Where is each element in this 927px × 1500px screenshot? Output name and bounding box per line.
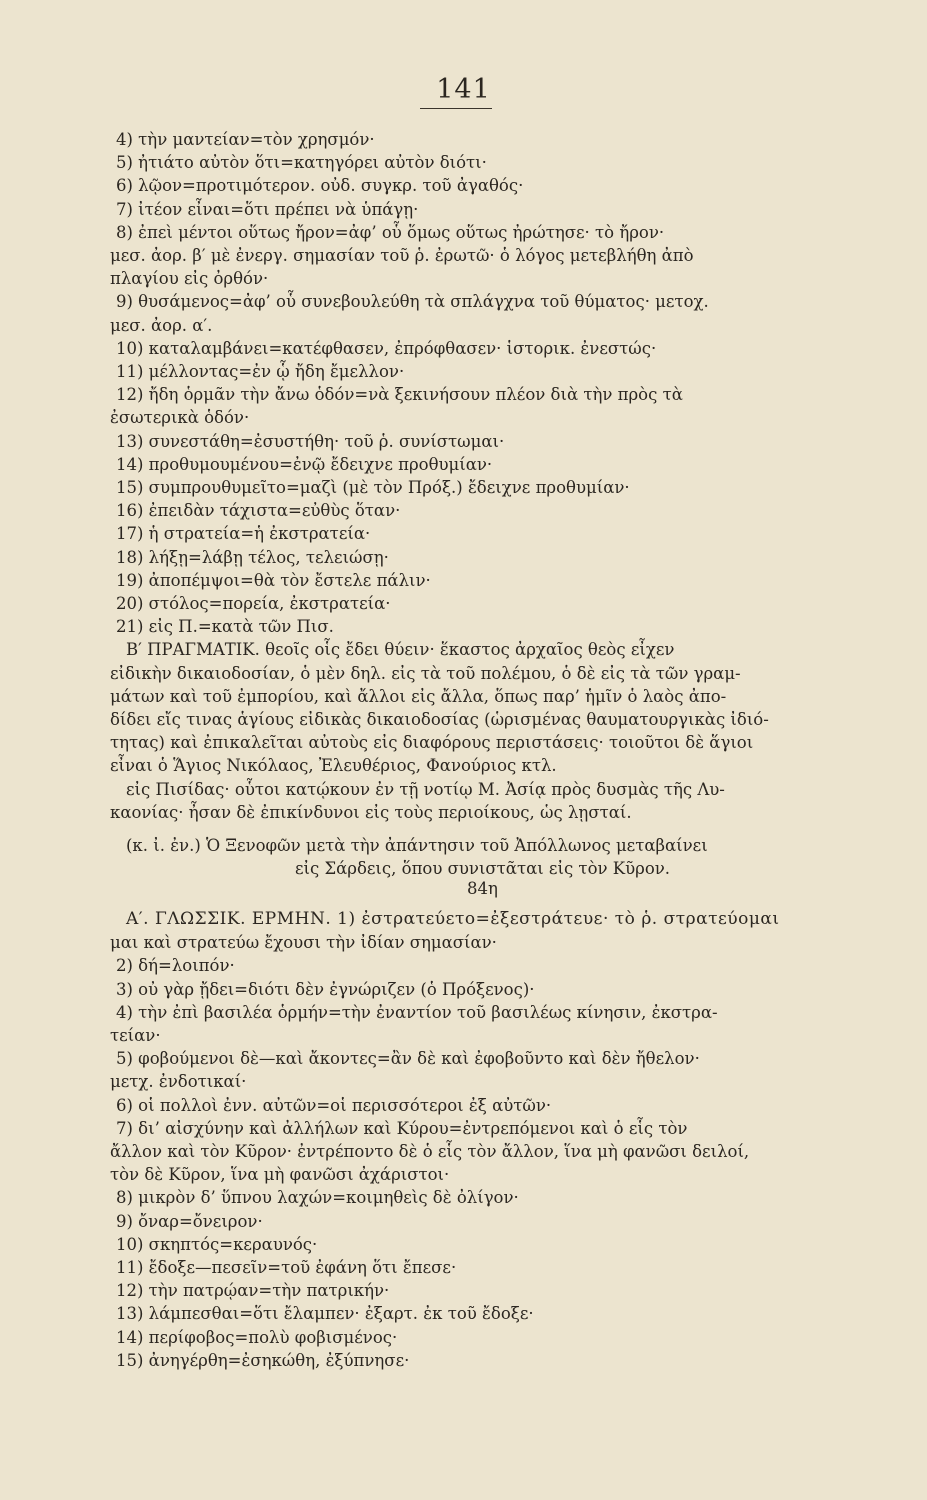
gloss2-line-10: 10) σκηπτός=κεραυνός· bbox=[116, 1234, 318, 1254]
pisidians-line-2: καονίας· ἦσαν δὲ ἐπικίνδυνοι εἰς τοὺς περιοίκους, ὡς λῃσταί. bbox=[110, 802, 632, 822]
gloss2-line-2: 2) δή=λοιπόν· bbox=[116, 956, 235, 976]
gloss-line-21: 21) εἰς Π.=κατὰ τῶν Πισ. bbox=[116, 617, 334, 637]
gloss-line-11: 11) μέλλοντας=ἐν ᾧ ἤδη ἔμελλον· bbox=[116, 362, 405, 382]
commentary-section-2 bbox=[110, 862, 855, 1372]
gloss-line-12-cont: ἐσωτερικὰ ὁδόν· bbox=[110, 408, 250, 428]
gloss-line-17: 17) ἡ στρατεία=ἡ ἐκστρατεία· bbox=[116, 524, 371, 544]
gloss-line-10: 10) καταλαμβάνει=κατέφθασεν, ἐπρόφθασεν· ἱστορικ. ἐνεστώς· bbox=[116, 338, 657, 358]
gloss2-line-6: 6) οἱ πολλοὶ ἐνν. αὐτῶν=οἱ περισσότεροι ἐξ αὐτῶν· bbox=[116, 1095, 552, 1115]
page-number: 141 bbox=[436, 74, 491, 105]
gloss2-line-5-cont: μετχ. ἐνδοτικαί· bbox=[110, 1072, 247, 1092]
gloss2-line-7-cont: ἄλλον καὶ τὸν Κῦρον· ἐντρέποντο δὲ ὁ εἷς τὸν ἄλλον, ἵνα μὴ φανῶσι δειλοί, bbox=[110, 1142, 750, 1162]
gloss2-line-4: 4) τὴν ἐπὶ βασιλέα ὁρμήν=τὴν ἐναντίον τοῦ βασιλέως κίνησιν, ἐκστρα- bbox=[116, 1002, 718, 1022]
gloss2-line-3: 3) οὐ γὰρ ᾔδει=διότι δὲν ἐγνώριζεν (ὁ Πρόξενος)· bbox=[116, 979, 535, 999]
gloss2-line-15: 15) ἀνηγέρθη=ἐσηκώθη, ἐξύπνησε· bbox=[116, 1350, 410, 1370]
pragmatic-line-3: μάτων καὶ τοῦ ἐμπορίου, καὶ ἄλλοι εἰς ἄλλα, ὅπως παρ’ ἡμῖν ὁ λαὸς ἀπο- bbox=[110, 686, 727, 706]
gloss-line-20: 20) στόλος=πορεία, ἐκστρατεία· bbox=[116, 594, 391, 614]
gloss2-line-13: 13) λάμπεσθαι=ὅτι ἔλαμπεν· ἐξαρτ. ἐκ τοῦ ἔδοξε· bbox=[116, 1304, 534, 1324]
page-number-rule bbox=[420, 108, 492, 109]
pragmatic-line-6: εἶναι ὁ Ἅγιος Νικόλαος, Ἐλευθέριος, Φανούριος κτλ. bbox=[110, 756, 557, 776]
gloss2-line-14: 14) περίφοβος=πολὺ φοβισμένος· bbox=[116, 1327, 398, 1347]
pragmatic-line-5: τητας) καὶ ἐπικαλεῖται αὐτοὺς εἰς διαφόρους περιστάσεις· τοιοῦτοι δὲ ἅγιοι bbox=[110, 733, 754, 753]
gloss-line-5: 5) ἠτιάτο αὐτὸν ὅτι=κατηγόρει αὐτὸν διότι· bbox=[116, 153, 487, 173]
gloss2-line-9: 9) ὄναρ=ὄνειρον· bbox=[116, 1211, 263, 1231]
gloss-line-4: 4) τὴν μαντείαν=τὸν χρησμόν· bbox=[116, 130, 375, 149]
gloss2-line-11: 11) ἔδοξε—πεσεῖν=τοῦ ἐφάνη ὅτι ἔπεσε· bbox=[116, 1258, 457, 1278]
gloss2-line-5: 5) φοβούμενοι δὲ—καὶ ἄκοντες=ἂν δὲ καὶ ἐφοβοῦντο καὶ δὲν ἤθελον· bbox=[116, 1049, 700, 1069]
pragmatic-line-2: εἰδικὴν δικαιοδοσίαν, ὁ μὲν δηλ. εἰς τὰ τοῦ πολέμου, ὁ δὲ εἰς τὰ τῶν γραμ- bbox=[110, 663, 741, 683]
gloss-line-12: 12) ἤδη ὁρμᾶν τὴν ἄνω ὁδόν=νὰ ξεκινήσουν πλέον διὰ τὴν πρὸς τὰ bbox=[116, 385, 683, 405]
commentary-section-1 bbox=[110, 128, 855, 881]
pisidians-line-1: εἰς Πισίδας· οὗτοι κατῴκουν ἐν τῇ νοτίῳ Μ. Ἀσίᾳ πρὸς δυσμὰς τῆς Λυ- bbox=[126, 779, 725, 799]
summary-line-2: εἰς Σάρδεις, ὅπου συνιστᾶται εἰς τὸν Κῦρον. bbox=[294, 859, 671, 879]
summary-line-1: (κ. ἰ. ἐν.) Ὁ Ξενοφῶν μετὰ τὴν ἀπάντησιν τοῦ Ἀπόλλωνος μεταβαίνει bbox=[126, 836, 708, 856]
gloss-line-8-cont2: πλαγίου εἰς ὀρθόν· bbox=[110, 269, 269, 289]
gloss-line-9: 9) θυσάμενος=ἀφ’ οὗ συνεβουλεύθη τὰ σπλάγχνα τοῦ θύματος· μετοχ. bbox=[116, 292, 709, 312]
pragmatic-heading-line: Β′ ΠΡΑΓΜΑΤΙΚ. θεοῖς οἷς ἔδει θύειν· ἕκαστος ἀρχαῖος θεὸς εἶχεν bbox=[126, 640, 675, 660]
pragmatic-line-4: δίδει εἴς τινας ἁγίους εἰδικὰς δικαιοδοσίας (ὡρισμένας θαυματουργικὰς ἰδιό- bbox=[110, 710, 769, 730]
gloss-line-9-cont: μεσ. ἀορ. α′. bbox=[110, 315, 213, 335]
gloss-line-18: 18) λήξῃ=λάβῃ τέλος, τελειώσῃ· bbox=[116, 547, 389, 567]
gloss-line-19: 19) ἀποπέμψοι=θὰ τὸν ἔστελε πάλιν· bbox=[116, 570, 431, 590]
gloss-line-15: 15) συμπρουθυμεῖτο=μαζὶ (μὲ τὸν Πρόξ.) ἔδειχνε προθυμίαν· bbox=[116, 478, 630, 498]
gloss-line-6: 6) λῷον=προτιμότερον. οὐδ. συγκρ. τοῦ ἀγαθός· bbox=[116, 176, 524, 196]
gloss-line-8: 8) ἐπεὶ μέντοι οὕτως ἤρον=ἀφ’ οὗ ὅμως οὕτως ἠρώτησε· τὸ ἤρον· bbox=[116, 222, 665, 242]
linguistic-heading-line: Α′. ΓΛΩΣΣΙΚ. ΕΡΜΗΝ. 1) ἐστρατεύετο=ἐξεστράτευε· τὸ ῥ. στρατεύομαι bbox=[126, 909, 780, 929]
gloss-line-14: 14) προθυμουμένου=ἐνῷ ἔδειχνε προθυμίαν· bbox=[116, 454, 493, 474]
gloss-line-7: 7) ἰτέον εἶναι=ὅτι πρέπει νὰ ὑπάγῃ· bbox=[116, 199, 419, 219]
gloss-line-13: 13) συνεστάθη=ἐσυστήθη· τοῦ ῥ. συνίστωμαι· bbox=[116, 431, 505, 451]
gloss2-line-4-cont: τείαν· bbox=[110, 1026, 161, 1046]
gloss2-line-7-cont2: τὸν δὲ Κῦρον, ἵνα μὴ φανῶσι ἀχάριστοι· bbox=[110, 1165, 450, 1185]
gloss2-line-7: 7) δι’ αἰσχύνην καὶ ἀλλήλων καὶ Κύρου=ἐντρεπόμενοι καὶ ὁ εἷς τὸν bbox=[116, 1118, 688, 1138]
gloss-line-8-cont: μεσ. ἀορ. β′ μὲ ἐνεργ. σημασίαν τοῦ ῥ. ἐρωτῶ· ὁ λόγος μετεβλήθη ἀπὸ bbox=[110, 246, 694, 266]
gloss2-line-8: 8) μικρὸν δ’ ὕπνου λαχών=κοιμηθεὶς δὲ ὀλίγον· bbox=[116, 1188, 519, 1208]
linguistic-line-1-cont: μαι καὶ στρατεύω ἔχουσι τὴν ἰδίαν σημασίαν· bbox=[110, 933, 497, 953]
chapter-subheading: 84η bbox=[467, 879, 498, 898]
gloss-line-16: 16) ἐπειδὰν τάχιστα=εὐθὺς ὅταν· bbox=[116, 501, 401, 521]
gloss2-line-12: 12) τὴν πατρῴαν=τὴν πατρικήν· bbox=[116, 1281, 390, 1301]
